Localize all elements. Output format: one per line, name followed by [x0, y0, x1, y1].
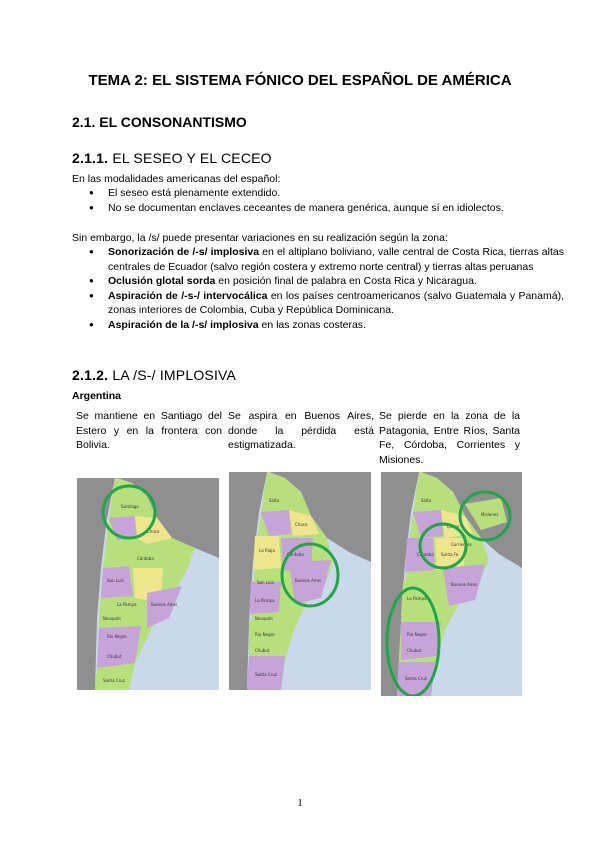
column-text-patagonia: Se pierde en la zona de la Patagonia, Entre Ríos, Santa Fe, Córdoba, Corrientes y Misiones. [379, 410, 520, 466]
argentina-map-2 [229, 472, 371, 690]
province-shape [97, 626, 141, 668]
map-label: Chaco [147, 529, 160, 534]
section-heading-consonantismo: 2.1. EL CONSONANTISMO [72, 114, 247, 130]
map-label: Corrientes [451, 542, 472, 547]
map-label: Santa Cruz [405, 676, 427, 681]
map-label: Chubut [107, 654, 122, 659]
section-title: LA /S-/ IMPLOSIVA [112, 367, 237, 383]
map-image [229, 472, 371, 690]
map-label: Córdoba [137, 556, 154, 561]
column-text-buenos-aires: Se aspira en Buenos Aires, donde la pérdida está estigmatizada. [228, 410, 374, 451]
page-number: 1 [297, 797, 303, 809]
list-item: ● Oclusión glotal sorda en posición final de palabra en Costa Rica y Nicaragua. [108, 274, 564, 289]
section-title: EL SESEO Y EL CECEO [112, 150, 272, 166]
map-image [77, 478, 219, 690]
bullet-list-seseo [72, 186, 564, 215]
map-label: Río Negro [407, 632, 427, 637]
map-label: Buenos Aires [451, 582, 478, 587]
map-label: Santiago [121, 504, 139, 509]
map-label: Santa Fe [441, 552, 459, 557]
map-label: Neuquén [103, 616, 122, 621]
map-label: Salta [269, 498, 280, 503]
map-label: La Rioja [259, 548, 275, 553]
variation-paragraph: Sin embargo, la /s/ puede presentar variaciones en su realización según la zona: [72, 232, 448, 244]
country-subheading: Argentina [72, 390, 122, 402]
map-label: Buenos Aires [151, 602, 178, 607]
map-label: Chubut [255, 648, 270, 653]
map-label: La Pampa [255, 598, 275, 603]
map-label: La Pampa [117, 602, 137, 607]
section-heading-seseo-ceceo [72, 150, 272, 166]
map-label: Santa Cruz [103, 678, 125, 683]
map-label: Río Negro [255, 632, 275, 637]
map-label: La Pampa [407, 596, 427, 601]
map-label: Córdoba [287, 552, 304, 557]
map-label: Misiones [481, 512, 499, 517]
map-label: Salta [421, 498, 432, 503]
page-title: TEMA 2: EL SISTEMA FÓNICO DEL ESPAÑOL DE AMÉRICA [88, 72, 512, 89]
map-label: Buenos Aires [295, 578, 322, 583]
map-image [381, 472, 522, 696]
map-label: Río Negro [107, 634, 127, 639]
section-number: 2.1.1. [72, 150, 109, 166]
map-label: Santa Cruz [255, 672, 277, 677]
intro-paragraph: En las modalidades americanas del español: [72, 173, 281, 185]
column-text-santiago: Se mantiene en Santiago del Estero y en la frontera con Bolivia. [76, 410, 222, 451]
list-item: ● Aspiración de la /-s/ implosiva en las zonas costeras. [108, 318, 564, 333]
list-item: ● Aspiración de /-s-/ intervocálica en los países centroamericanos (salvo Guatemala y Panamá), zonas interiores de Colombia, Cuba y República Dominicana. [108, 289, 564, 318]
section-heading-s-implosiva [72, 367, 236, 383]
map-label: Chaco [295, 522, 308, 527]
map-label: Chaco [447, 524, 460, 529]
province-shape [253, 536, 281, 570]
map-label: Córdoba [417, 552, 434, 557]
bullet-list-variations [72, 245, 564, 333]
province-shape [401, 622, 441, 660]
section-number: 2.1.2. [72, 367, 109, 383]
map-label: Neuquén [255, 616, 274, 621]
list-item: ● El seseo está plenamente extendido. [108, 186, 564, 201]
argentina-map-3 [381, 472, 522, 696]
map-label: Chubut [407, 648, 422, 653]
map-label: San Luis [107, 578, 124, 583]
argentina-map-1 [77, 478, 219, 690]
map-label: San Luis [257, 580, 274, 585]
list-item: ● No se documentan enclaves ceceantes de manera genérica, aunque sí en idiolectos. [108, 201, 564, 216]
list-item: ● Sonorización de /-s/ implosiva en el altiplano boliviano, valle central de Costa Rica, tierras altas centrales de Ecuador (salvo región costera y extremo norte central) y tierras altas peruanas [108, 245, 564, 274]
